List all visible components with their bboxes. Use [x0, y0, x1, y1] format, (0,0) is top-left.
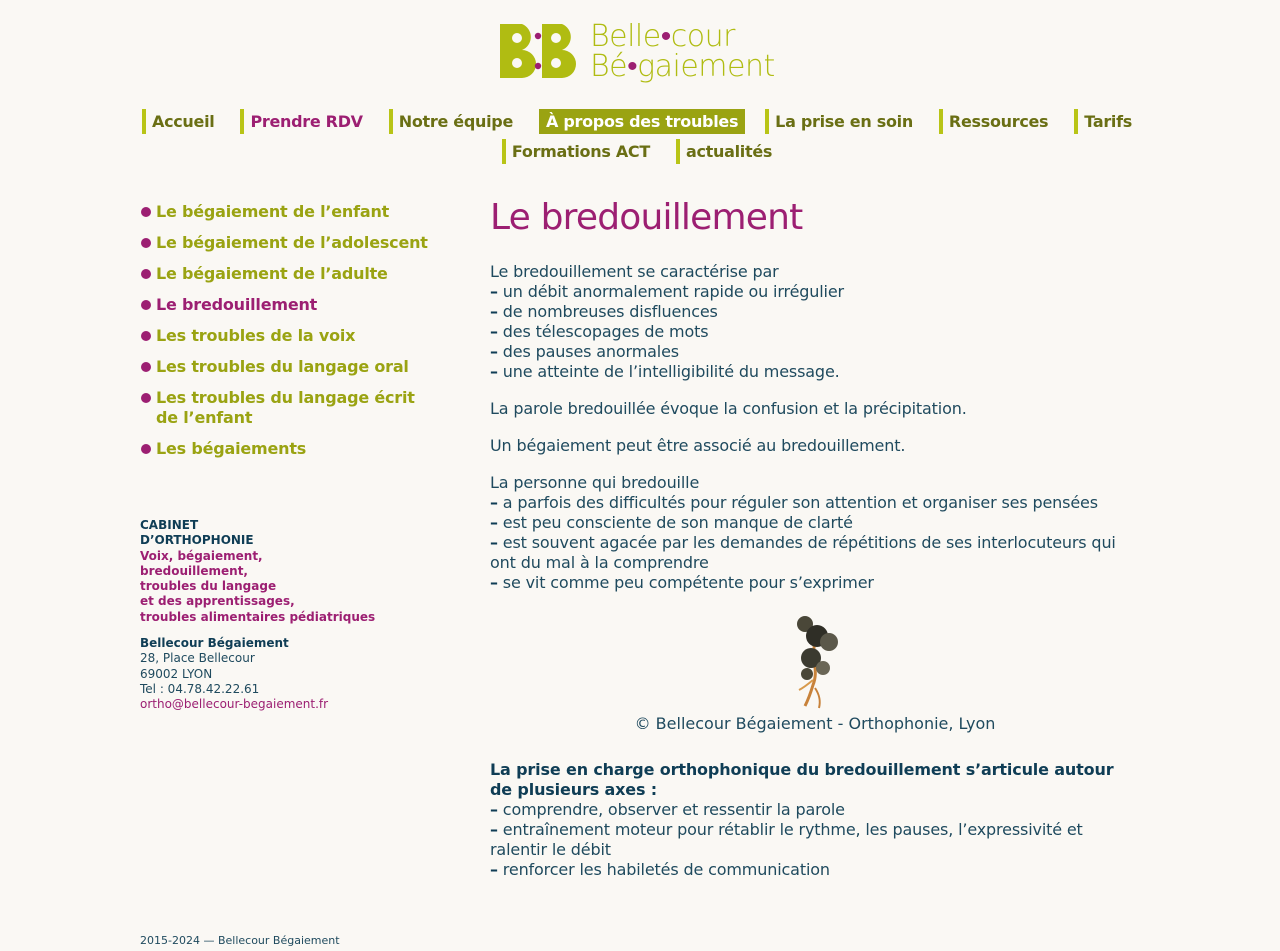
logo-dot-icon: • [660, 19, 671, 54]
sidebar-item-begaiement-adolescent[interactable] [140, 233, 440, 253]
list-item [490, 493, 1130, 513]
dash-icon: – [490, 322, 498, 341]
nav-item-ressources[interactable]: Ressources [939, 109, 1054, 134]
address-name: Bellecour Bégaiement [140, 636, 289, 650]
sidebar-item-label: Les troubles du langage écrit de l’enfant [156, 388, 415, 427]
axes-lead: La prise en charge orthophonique du bredouillement s’articule autour de plusieurs axes : [490, 760, 1114, 799]
main-nav [0, 106, 1280, 166]
list-item [490, 302, 1130, 322]
list-item [490, 282, 1130, 302]
list-item-text: des télescopages de mots [502, 322, 709, 341]
list-item [490, 322, 1130, 342]
cabinet-title-line: CABINET [140, 518, 199, 532]
sidebar-item-label: Les troubles de la voix [156, 326, 356, 345]
contact-address [140, 636, 440, 712]
list-item [490, 362, 1130, 382]
bullet-icon [141, 362, 151, 372]
nav-item-notre-equipe[interactable]: Notre équipe [389, 109, 519, 134]
dash-icon: – [490, 362, 498, 381]
cabinet-info [140, 518, 440, 625]
bullet-icon [141, 444, 151, 454]
sidebar-item-troubles-langage-ecrit[interactable] [140, 388, 440, 428]
figure-illustration-icon [785, 610, 845, 710]
dash-icon: – [490, 573, 498, 592]
nav-item-a-propos-des-troubles[interactable]: À propos des troubles [539, 109, 745, 134]
nav-row-1 [0, 106, 1280, 136]
main-content [490, 196, 1130, 610]
sidebar-item-troubles-voix[interactable] [140, 326, 440, 346]
list-item [490, 800, 1130, 820]
nav-item-actualites[interactable]: actualités [676, 139, 778, 164]
paragraph: La parole bredouillée évoque la confusion et la précipitation. [490, 399, 967, 418]
logo-word-cour: cour [670, 19, 735, 54]
cabinet-specialty-line: et des apprentissages, [140, 594, 295, 609]
nav-item-la-prise-en-soin[interactable]: La prise en soin [765, 109, 919, 134]
paragraph: Un bégaiement peut être associé au bredouillement. [490, 436, 906, 455]
sidebar-item-troubles-langage-oral[interactable] [140, 357, 440, 377]
nav-item-formations-act[interactable]: Formations ACT [502, 139, 656, 164]
address-street: 28, Place Bellecour [140, 651, 255, 666]
sidebar-item-label: Les bégaiements [156, 439, 307, 458]
dash-icon: – [490, 860, 498, 879]
cabinet-specialty-line: Voix, bégaiement, [140, 548, 263, 563]
nav-item-accueil[interactable]: Accueil [142, 109, 220, 134]
logo-word-gaiement: gaiement [637, 49, 775, 84]
axes-block [490, 760, 1130, 880]
dash-icon: – [490, 533, 498, 552]
dash-icon: – [490, 302, 498, 321]
list-item-text: a parfois des difficultés pour réguler son attention et organiser ses pensées [502, 493, 1098, 512]
list-item [490, 533, 1130, 573]
list-item-text: est peu consciente de son manque de clarté [502, 513, 853, 532]
sidebar-item-label: Les troubles du langage oral [156, 357, 409, 376]
characteristics-block [490, 262, 1130, 382]
list-item [490, 513, 1130, 533]
list-item-text: un débit anormalement rapide ou irrégulier [502, 282, 844, 301]
list-item-text: est souvent agacée par les demandes de répétitions de ses interlocuteurs qui ont du mal à la comprendre [490, 533, 1116, 572]
address-phone: Tel : 04.78.42.22.61 [140, 681, 260, 696]
cabinet-title-line: D’ORTHOPHONIE [140, 533, 254, 548]
dash-icon: – [490, 493, 498, 512]
dash-icon: – [490, 820, 498, 839]
cabinet-specialty-line: troubles alimentaires pédiatriques [140, 609, 376, 624]
cabinet-specialty-line: bredouillement, [140, 563, 248, 578]
logo-word-belle: Belle [590, 19, 661, 54]
bullet-icon [141, 300, 151, 310]
list-item-text: renforcer les habiletés de communication [502, 860, 830, 879]
bullet-icon [141, 207, 151, 217]
list-item [490, 860, 1130, 880]
nav-row-2 [0, 136, 1280, 166]
bullet-icon [141, 238, 151, 248]
sidebar-item-les-begaiements[interactable] [140, 439, 440, 459]
address-email-link[interactable]: ortho@bellecour-begaiement.fr [140, 697, 329, 712]
list-item-text: des pauses anormales [502, 342, 679, 361]
bullet-icon [141, 331, 151, 341]
cabinet-specialty-line: troubles du langage [140, 579, 277, 594]
nav-item-prendre-rdv[interactable]: Prendre RDV [240, 109, 368, 134]
bullet-icon [141, 269, 151, 279]
sidebar-item-begaiement-enfant[interactable] [140, 202, 440, 222]
figure-caption: © Bellecour Bégaiement - Orthophonie, Lyon [634, 714, 996, 733]
list-item [490, 820, 1130, 860]
dash-icon: – [490, 800, 498, 819]
list-item-text: entraînement moteur pour rétablir le rythme, les pauses, l’expressivité et ralentir le débit [490, 820, 1083, 859]
list-item [490, 342, 1130, 362]
logo-dot-icon: • [627, 49, 638, 84]
logo-word-be: Bé [590, 49, 628, 84]
list-item-text: se vit comme peu compétente pour s’exprimer [502, 573, 874, 592]
characteristics-intro: Le bredouillement se caractérise par [490, 262, 779, 281]
address-city: 69002 LYON [140, 666, 213, 681]
person-intro: La personne qui bredouille [490, 473, 700, 492]
sidebar-item-label: Le bredouillement [156, 295, 318, 314]
bullet-icon [141, 393, 151, 403]
sidebar-item-begaiement-adulte[interactable] [140, 264, 440, 284]
sidebar-menu [140, 202, 440, 459]
dash-icon: – [490, 513, 498, 532]
logo-wordmark [590, 19, 775, 84]
list-item [490, 573, 1130, 593]
footer-copyright: 2015-2024 — Bellecour Bégaiement [140, 934, 340, 947]
list-item-text: de nombreuses disfluences [502, 302, 718, 321]
sidebar [140, 202, 440, 470]
sidebar-item-label: Le bégaiement de l’adolescent [156, 233, 428, 252]
nav-item-tarifs[interactable]: Tarifs [1074, 109, 1138, 134]
sidebar-item-bredouillement[interactable] [140, 295, 440, 315]
list-item-text: comprendre, observer et ressentir la parole [502, 800, 845, 819]
dash-icon: – [490, 342, 498, 361]
list-item-text: une atteinte de l’intelligibilité du message. [502, 362, 840, 381]
person-block [490, 473, 1130, 593]
dash-icon: – [490, 282, 498, 301]
sidebar-item-label: Le bégaiement de l’adulte [156, 264, 388, 283]
page-title: Le bredouillement [490, 197, 803, 238]
illustration [490, 610, 1140, 710]
sidebar-item-label: Le bégaiement de l’enfant [156, 202, 390, 221]
